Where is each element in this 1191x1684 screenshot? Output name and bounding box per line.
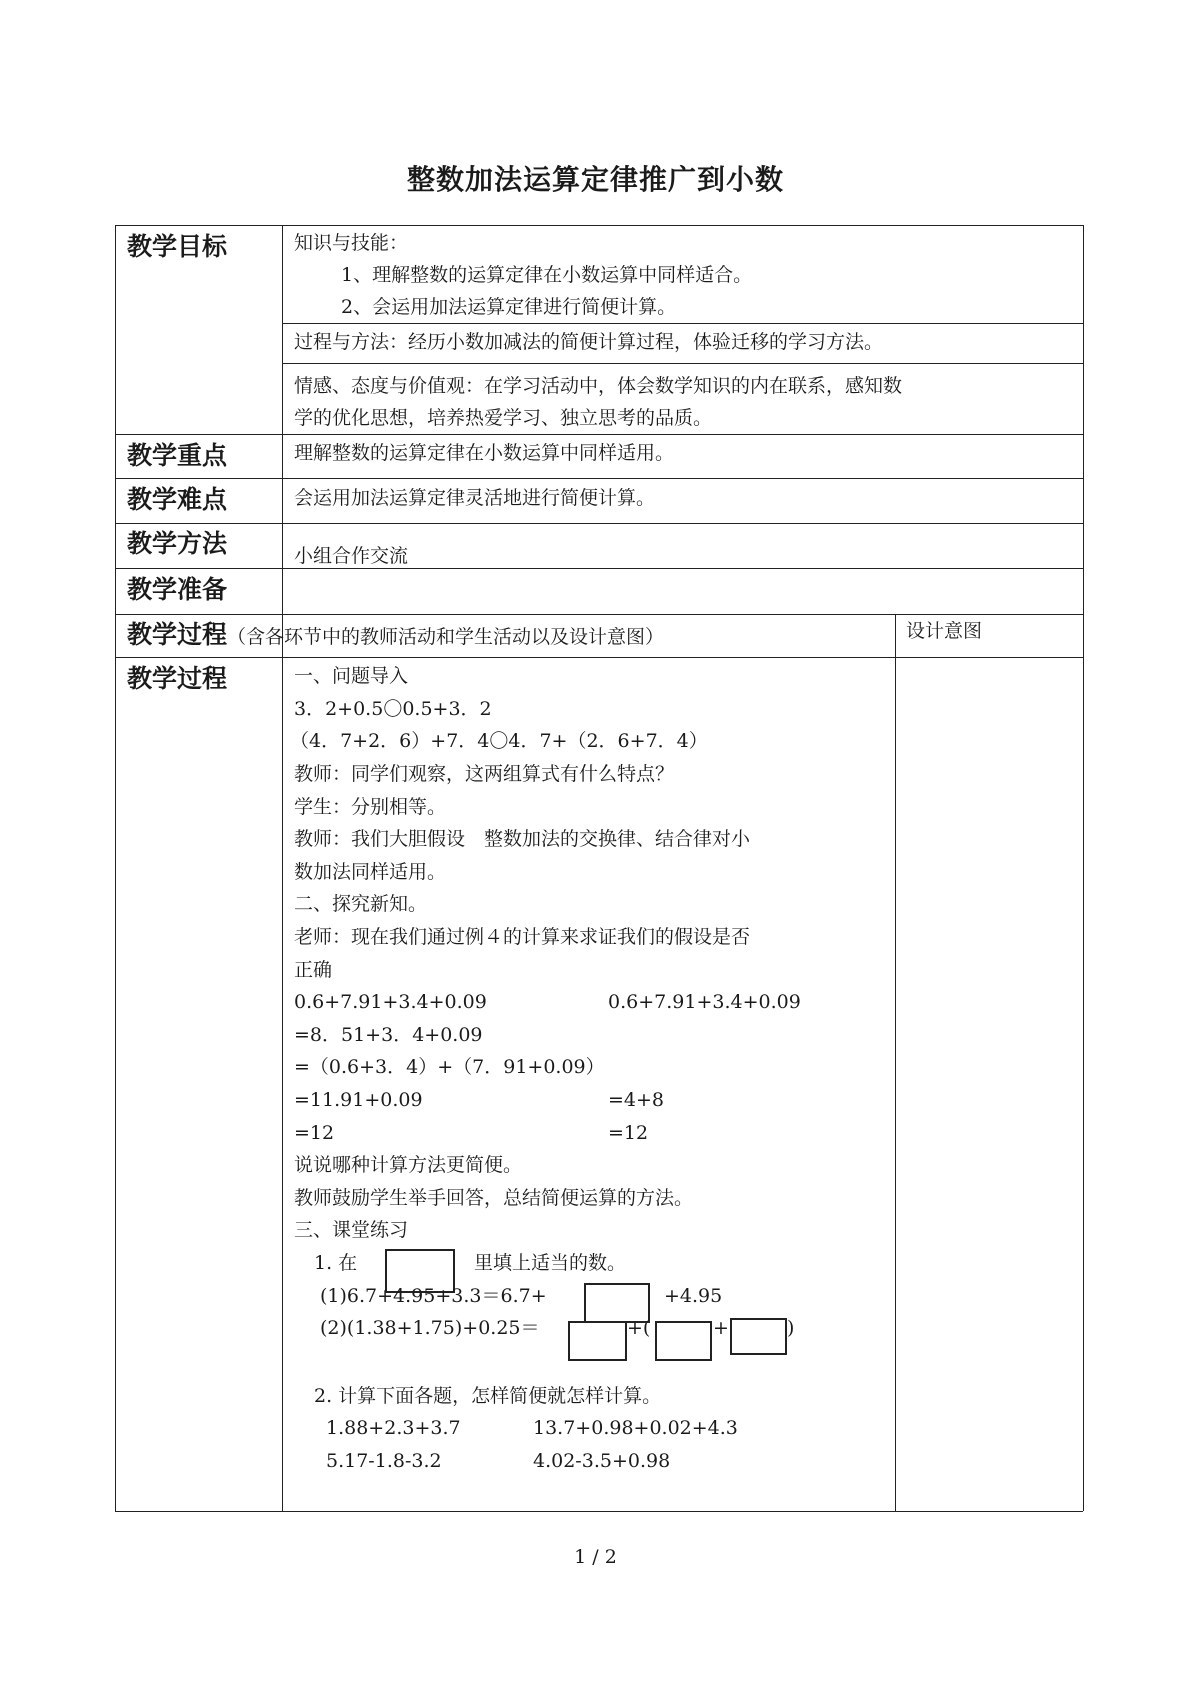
table-label-divider: [282, 225, 283, 1511]
table-design-divider: [895, 614, 896, 1511]
answer-box-2[interactable]: [568, 1321, 627, 1361]
objectives-process: 过程与方法：经历小数加减法的简便计算过程，体验迁移的学习方法。: [294, 331, 884, 353]
row-divider-method: [115, 523, 1083, 524]
objectives-knowledge-1: 1、理解整数的运算定律在小数运算中同样适合。: [341, 264, 753, 286]
answer-box-3[interactable]: [655, 1321, 712, 1361]
answer-box-4[interactable]: [730, 1318, 787, 1355]
process-line: =（0.6+3．4）+（7．91+0.09）: [294, 1056, 605, 1078]
right-calc-line: 0.6+7.91+3.4+0.09: [608, 991, 801, 1013]
process-line: 0.6+7.91+3.4+0.09: [294, 991, 487, 1013]
design-intent-header: 设计意图: [906, 620, 983, 642]
objectives-sub-divider-1: [282, 323, 1083, 324]
right-calc-line: =12: [608, 1122, 649, 1144]
process-line: 一、问题导入: [294, 665, 409, 687]
right-calc-line: =4+8: [608, 1089, 665, 1111]
process-line: 教师鼓励学生举手回答，总结简便运算的方法。: [294, 1187, 694, 1209]
process-line: =8．51+3．4+0.09: [294, 1024, 483, 1046]
exercise-2-item: 1.88+2.3+3.7: [326, 1417, 461, 1439]
table-border-left: [115, 225, 116, 1511]
process-line: 教师：同学们观察，这两组算式有什么特点？: [294, 763, 675, 785]
process-line: 数加法同样适用。: [294, 861, 447, 883]
process-line: 教师：我们大胆假设 整数加法的交换律、结合律对小: [294, 828, 751, 850]
row-divider-preparation: [115, 568, 1083, 569]
exercise-1-2-close: ): [787, 1317, 795, 1339]
exercise-1-prompt-end: 里填上适当的数。: [474, 1252, 627, 1274]
table-border-bottom: [115, 1511, 1083, 1512]
label-key-point: 教学重点: [127, 441, 228, 470]
objectives-knowledge-heading: 知识与技能：: [294, 232, 409, 254]
label-process-header: [127, 615, 664, 651]
process-line: 正确: [294, 959, 333, 981]
process-line: 老师：现在我们通过例４的计算来求证我们的假设是否: [294, 926, 751, 948]
table-border-right: [1083, 225, 1084, 1511]
exercise-1-2-plus: +: [713, 1317, 729, 1339]
row-divider-difficulty: [115, 478, 1083, 479]
method-text: 小组合作交流: [294, 545, 409, 567]
process-line: 三、课堂练习: [294, 1219, 409, 1241]
label-preparation: 教学准备: [127, 575, 228, 604]
row-divider-process-body: [115, 657, 1083, 658]
objectives-emotion-2: 学的优化思想，培养热爱学习、独立思考的品质。: [294, 407, 713, 429]
exercise-1-2-plus-open: +(: [627, 1317, 651, 1339]
row-divider-key: [115, 434, 1083, 435]
objectives-sub-divider-2: [282, 363, 1083, 364]
process-line: =12: [294, 1122, 335, 1144]
page-number: 1 / 2: [574, 1546, 617, 1568]
label-process-body: 教学过程: [127, 664, 228, 693]
objectives-emotion-1: 情感、态度与价值观：在学习活动中，体会数学知识的内在联系，感知数: [294, 375, 903, 397]
table-border-top: [115, 225, 1083, 226]
process-header-title: 教学过程: [127, 620, 228, 649]
exercise-1-2-expr: (2)(1.38+1.75)+0.25＝: [320, 1317, 540, 1339]
label-method: 教学方法: [127, 529, 228, 558]
key-point-text: 理解整数的运算定律在小数运算中同样适用。: [294, 442, 675, 464]
process-header-sub: （含各环节中的教师活动和学生活动以及设计意图）: [227, 626, 665, 648]
difficulty-text: 会运用加法运算定律灵活地进行简便计算。: [294, 487, 656, 509]
exercise-1-1-tail: +4.95: [664, 1285, 723, 1307]
process-line: 3．2+0.5〇0.5+3．2: [294, 698, 492, 720]
objectives-knowledge-2: 2、会运用加法运算定律进行简便计算。: [341, 296, 677, 318]
label-difficulty: 教学难点: [127, 485, 228, 514]
exercise-2-item: 13.7+0.98+0.02+4.3: [533, 1417, 738, 1439]
exercise-2-item: 5.17-1.8-3.2: [326, 1450, 442, 1472]
process-line: 学生：分别相等。: [294, 796, 447, 818]
label-objectives: 教学目标: [127, 232, 228, 261]
process-line: 二、探究新知。: [294, 893, 428, 915]
page-title: 整数加法运算定律推广到小数: [406, 163, 784, 196]
process-line: 说说哪种计算方法更简便。: [294, 1154, 523, 1176]
exercise-1-1-expr: (1)6.7+4.95+3.3＝6.7+: [320, 1285, 547, 1307]
process-line: =11.91+0.09: [294, 1089, 423, 1111]
process-line: （4．7+2．6）+7．4〇4．7+（2．6+7．4）: [290, 730, 708, 752]
exercise-2-title: 2. 计算下面各题，怎样简便就怎样计算。: [314, 1385, 662, 1407]
exercise-1-prompt-start: 1. 在: [314, 1252, 358, 1274]
exercise-2-item: 4.02-3.5+0.98: [533, 1450, 671, 1472]
